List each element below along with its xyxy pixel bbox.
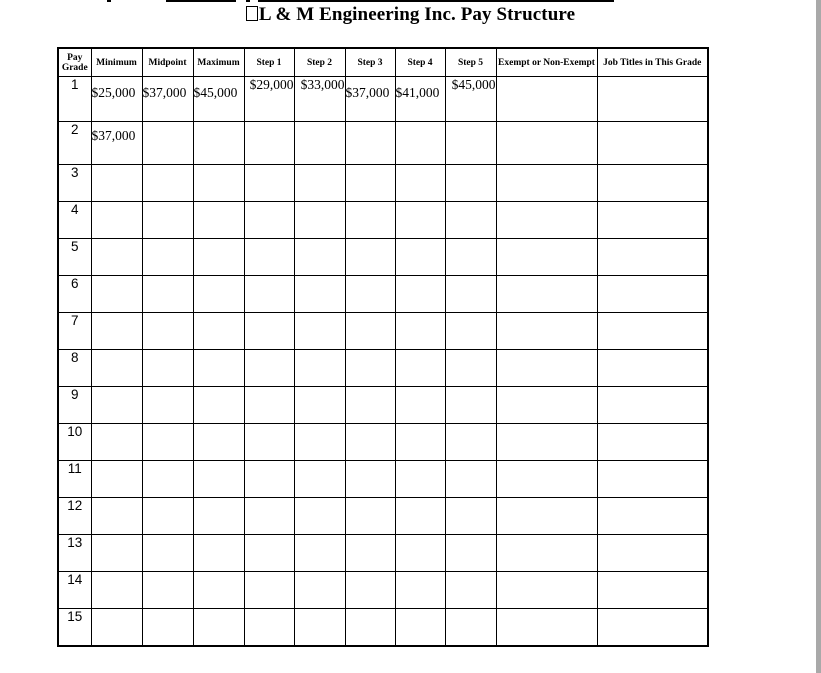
cell-job-titles: [597, 387, 708, 424]
pay-table-body: [58, 77, 708, 647]
cell-minimum: $25,000: [91, 77, 142, 122]
cell-step-5: [445, 239, 496, 276]
cell-step-5: [445, 276, 496, 313]
table-row: [58, 77, 708, 122]
cell-midpoint: [142, 313, 193, 350]
table-row: [58, 239, 708, 276]
table-row: [58, 461, 708, 498]
cell-job-titles: [597, 313, 708, 350]
cell-job-titles: [597, 276, 708, 313]
cell-step-1: [244, 461, 294, 498]
cell-exempt-status: [496, 165, 597, 202]
cell-step-2: [294, 609, 345, 647]
header-job-titles: Job Titles in This Grade: [597, 48, 708, 77]
top-cropped-mark: [107, 0, 111, 2]
cell-midpoint: [142, 122, 193, 165]
cell-pay-grade: 7: [58, 313, 91, 350]
cell-step-2: [294, 122, 345, 165]
cell-pay-grade: 2: [58, 122, 91, 165]
cell-step-5: [445, 535, 496, 572]
header-minimum: Minimum: [91, 48, 142, 77]
pay-structure-table: [57, 47, 709, 647]
cell-exempt-status: [496, 276, 597, 313]
cell-exempt-status: [496, 424, 597, 461]
cell-step-1: [244, 498, 294, 535]
cell-step-4: [395, 276, 445, 313]
top-cropped-rule: [258, 0, 614, 2]
missing-glyph-icon: [246, 6, 258, 21]
cell-step-3: [345, 461, 395, 498]
cell-step-5: $45,000: [445, 77, 496, 122]
cell-pay-grade: 11: [58, 461, 91, 498]
cell-maximum: [193, 461, 244, 498]
cell-step-3: [345, 276, 395, 313]
cell-maximum: [193, 276, 244, 313]
cell-step-4: [395, 202, 445, 239]
cell-pay-grade: 4: [58, 202, 91, 239]
cell-minimum: [91, 350, 142, 387]
cell-minimum: [91, 165, 142, 202]
cell-minimum: [91, 535, 142, 572]
cell-midpoint: [142, 202, 193, 239]
cell-job-titles: [597, 424, 708, 461]
cell-step-3: [345, 387, 395, 424]
cell-step-1: [244, 122, 294, 165]
cell-exempt-status: [496, 239, 597, 276]
header-pay-grade: Pay Grade: [58, 48, 91, 77]
cell-step-3: [345, 239, 395, 276]
header-step-2: Step 2: [294, 48, 345, 77]
cell-step-4: [395, 535, 445, 572]
cell-step-3: [345, 424, 395, 461]
cell-step-2: [294, 239, 345, 276]
cell-exempt-status: [496, 387, 597, 424]
cell-step-2: [294, 313, 345, 350]
cell-exempt-status: [496, 350, 597, 387]
top-cropped-rule: [166, 0, 236, 2]
cell-job-titles: [597, 239, 708, 276]
cell-minimum: [91, 387, 142, 424]
cell-pay-grade: 14: [58, 572, 91, 609]
cell-pay-grade: 1: [58, 77, 91, 122]
cell-step-2: [294, 350, 345, 387]
cell-pay-grade: 8: [58, 350, 91, 387]
table-row: [58, 122, 708, 165]
cell-step-4: [395, 461, 445, 498]
cell-midpoint: [142, 609, 193, 647]
table-row: [58, 165, 708, 202]
table-row: [58, 572, 708, 609]
cell-maximum: [193, 424, 244, 461]
cell-step-5: [445, 202, 496, 239]
cell-pay-grade: 3: [58, 165, 91, 202]
cell-midpoint: [142, 535, 193, 572]
cell-step-2: [294, 202, 345, 239]
header-exempt-status: Exempt or Non-Exempt: [496, 48, 597, 77]
cell-step-3: [345, 313, 395, 350]
cell-step-5: [445, 572, 496, 609]
header-maximum: Maximum: [193, 48, 244, 77]
cell-pay-grade: 12: [58, 498, 91, 535]
cell-midpoint: [142, 572, 193, 609]
cell-maximum: [193, 609, 244, 647]
cell-step-5: [445, 498, 496, 535]
cell-step-1: [244, 387, 294, 424]
table-row: [58, 350, 708, 387]
cell-midpoint: [142, 461, 193, 498]
cell-step-5: [445, 387, 496, 424]
cell-minimum: [91, 276, 142, 313]
cell-minimum: $37,000: [91, 122, 142, 165]
table-row: [58, 609, 708, 647]
cell-exempt-status: [496, 461, 597, 498]
page-title-text: L & M Engineering Inc. Pay Structure: [258, 4, 576, 25]
cell-job-titles: [597, 461, 708, 498]
cell-step-4: [395, 609, 445, 647]
cell-step-4: [395, 239, 445, 276]
cell-minimum: [91, 498, 142, 535]
cell-step-4: [395, 350, 445, 387]
cell-maximum: [193, 572, 244, 609]
cell-maximum: [193, 387, 244, 424]
cell-midpoint: [142, 165, 193, 202]
cell-step-4: [395, 165, 445, 202]
header-row: [58, 48, 708, 77]
cell-pay-grade: 6: [58, 276, 91, 313]
cell-pay-grade: 5: [58, 239, 91, 276]
cell-step-3: [345, 350, 395, 387]
cell-exempt-status: [496, 572, 597, 609]
cell-minimum: [91, 609, 142, 647]
cell-step-5: [445, 165, 496, 202]
cell-step-4: [395, 387, 445, 424]
page-title: [0, 4, 821, 26]
cell-minimum: [91, 461, 142, 498]
cell-job-titles: [597, 77, 708, 122]
cell-job-titles: [597, 609, 708, 647]
cell-job-titles: [597, 535, 708, 572]
header-midpoint: Midpoint: [142, 48, 193, 77]
cell-maximum: $45,000: [193, 77, 244, 122]
cell-job-titles: [597, 122, 708, 165]
cell-midpoint: [142, 424, 193, 461]
table-row: [58, 424, 708, 461]
cell-step-2: [294, 572, 345, 609]
cell-step-5: [445, 609, 496, 647]
cell-step-4: [395, 424, 445, 461]
cell-step-1: [244, 609, 294, 647]
cell-step-4: [395, 122, 445, 165]
cell-midpoint: [142, 239, 193, 276]
table-row: [58, 202, 708, 239]
cell-minimum: [91, 239, 142, 276]
header-step-4: Step 4: [395, 48, 445, 77]
table-row: [58, 387, 708, 424]
cell-pay-grade: 15: [58, 609, 91, 647]
cell-midpoint: [142, 387, 193, 424]
cell-step-1: [244, 424, 294, 461]
table-row: [58, 276, 708, 313]
cell-exempt-status: [496, 313, 597, 350]
cell-job-titles: [597, 572, 708, 609]
cell-step-3: [345, 535, 395, 572]
cell-step-2: $33,000: [294, 77, 345, 122]
cell-step-1: [244, 239, 294, 276]
header-step-1: Step 1: [244, 48, 294, 77]
cell-minimum: [91, 424, 142, 461]
cell-step-1: [244, 572, 294, 609]
cell-step-2: [294, 461, 345, 498]
table-row: [58, 535, 708, 572]
cell-exempt-status: [496, 535, 597, 572]
header-step-3: Step 3: [345, 48, 395, 77]
cell-midpoint: [142, 498, 193, 535]
cell-exempt-status: [496, 609, 597, 647]
cell-step-3: [345, 498, 395, 535]
cell-maximum: [193, 202, 244, 239]
cell-step-1: [244, 276, 294, 313]
cell-step-3: [345, 609, 395, 647]
cell-exempt-status: [496, 498, 597, 535]
cell-pay-grade: 9: [58, 387, 91, 424]
cell-step-4: [395, 498, 445, 535]
cell-step-1: [244, 350, 294, 387]
cell-step-2: [294, 165, 345, 202]
cell-maximum: [193, 165, 244, 202]
cell-step-2: [294, 498, 345, 535]
cell-minimum: [91, 202, 142, 239]
cell-job-titles: [597, 498, 708, 535]
cell-step-4: [395, 313, 445, 350]
cell-pay-grade: 13: [58, 535, 91, 572]
cell-maximum: [193, 239, 244, 276]
header-step-5: Step 5: [445, 48, 496, 77]
cell-exempt-status: [496, 122, 597, 165]
cell-step-5: [445, 461, 496, 498]
cell-step-3: [345, 202, 395, 239]
cell-midpoint: [142, 276, 193, 313]
cell-step-4: [395, 572, 445, 609]
cell-step-3: $37,000: [345, 77, 395, 122]
cell-maximum: [193, 498, 244, 535]
cell-exempt-status: [496, 77, 597, 122]
cell-job-titles: [597, 202, 708, 239]
cell-step-2: [294, 424, 345, 461]
cell-step-2: [294, 276, 345, 313]
cell-step-4: $41,000: [395, 77, 445, 122]
cell-step-2: [294, 535, 345, 572]
table-row: [58, 313, 708, 350]
cell-step-3: [345, 165, 395, 202]
top-cropped-mark: [246, 0, 250, 2]
cell-step-1: [244, 535, 294, 572]
table-row: [58, 498, 708, 535]
cell-step-5: [445, 350, 496, 387]
cell-step-1: [244, 313, 294, 350]
cell-step-5: [445, 122, 496, 165]
cell-midpoint: $37,000: [142, 77, 193, 122]
cell-step-5: [445, 424, 496, 461]
cell-pay-grade: 10: [58, 424, 91, 461]
cell-maximum: [193, 350, 244, 387]
cell-step-1: $29,000: [244, 77, 294, 122]
cell-exempt-status: [496, 202, 597, 239]
cell-maximum: [193, 535, 244, 572]
cell-maximum: [193, 313, 244, 350]
cell-step-3: [345, 122, 395, 165]
cell-minimum: [91, 313, 142, 350]
cell-minimum: [91, 572, 142, 609]
cell-step-3: [345, 572, 395, 609]
cell-step-5: [445, 313, 496, 350]
window-edge: [816, 0, 821, 673]
cell-job-titles: [597, 165, 708, 202]
cell-maximum: [193, 122, 244, 165]
cell-job-titles: [597, 350, 708, 387]
cell-step-1: [244, 202, 294, 239]
cell-step-2: [294, 387, 345, 424]
cell-midpoint: [142, 350, 193, 387]
cell-step-1: [244, 165, 294, 202]
